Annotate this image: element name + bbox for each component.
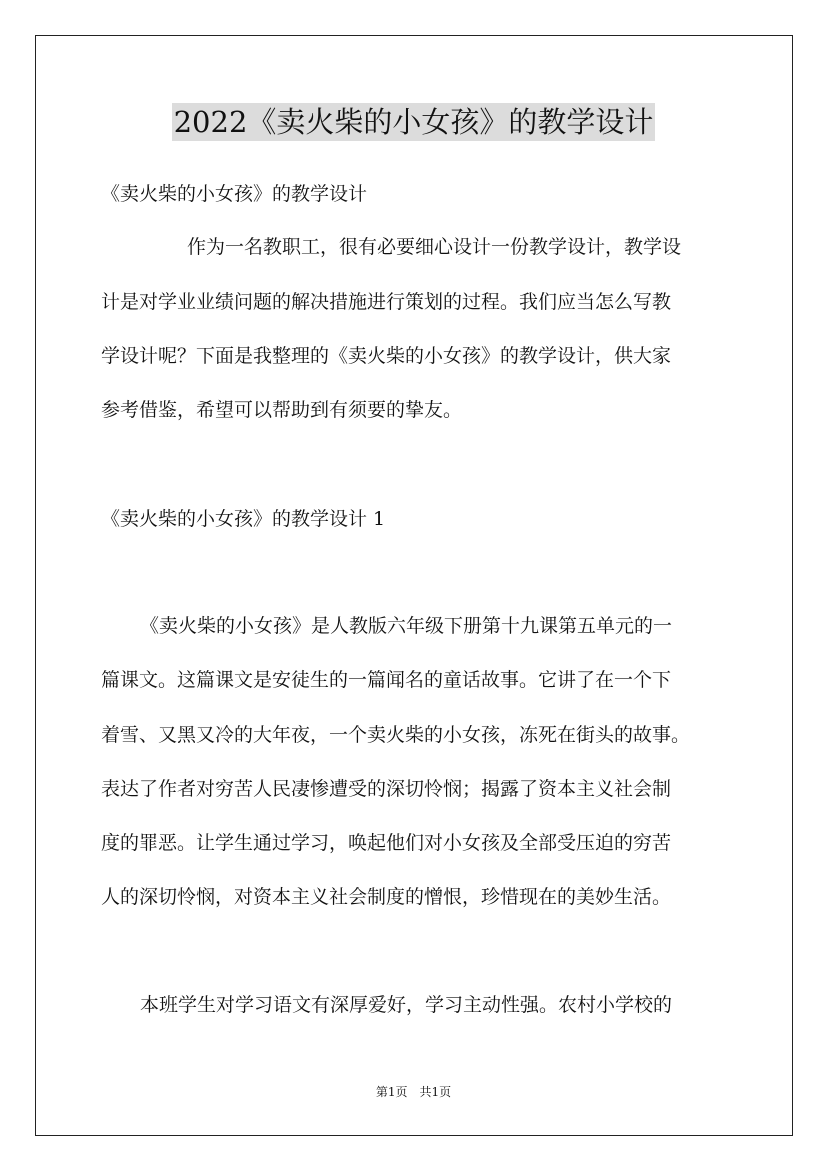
page-number: 第1页 共1页 [375, 1085, 452, 1099]
paragraph-line: 本班学生对学习语文有深厚爱好，学习主动性强。农村小学校的 [140, 994, 673, 1016]
paragraph-line: 度的罪恶。让学生通过学习，唤起他们对小女孩及全部受压迫的穷苦 [101, 832, 672, 854]
intro-line: 计是对学业业绩问题的解决措施进行策划的过程。我们应当怎么写教 [101, 291, 672, 313]
section-heading: 《卖火柴的小女孩》的教学设计 1 [101, 508, 386, 530]
paragraph-line: 表达了作者对穷苦人民凄惨遭受的深切怜悯；揭露了资本主义社会制 [101, 778, 672, 800]
intro-line: 参考借鉴，希望可以帮助到有须要的挚友。 [101, 399, 463, 421]
paragraph-line: 人的深切怜悯，对资本主义社会制度的憎恨，珍惜现在的美妙生活。 [101, 886, 672, 908]
intro-line: 作为一名教职工，很有必要细心设计一份教学设计，教学设 [187, 236, 682, 258]
intro-line: 学设计呢？下面是我整理的《卖火柴的小女孩》的教学设计，供大家 [101, 345, 672, 367]
paragraph-line: 篇课文。这篇课文是安徒生的一篇闻名的童话故事。它讲了在一个下 [101, 669, 672, 691]
document-title [0, 100, 827, 144]
paragraph-line: 《卖火柴的小女孩》是人教版六年级下册第十九课第五单元的一 [140, 615, 673, 637]
document-subtitle: 《卖火柴的小女孩》的教学设计 [101, 183, 368, 205]
paragraph-line: 着雪、又黑又冷的大年夜，一个卖火柴的小女孩，冻死在街头的故事。 [101, 724, 691, 746]
document-title-text: 2022《卖火柴的小女孩》的教学设计 [173, 105, 654, 139]
